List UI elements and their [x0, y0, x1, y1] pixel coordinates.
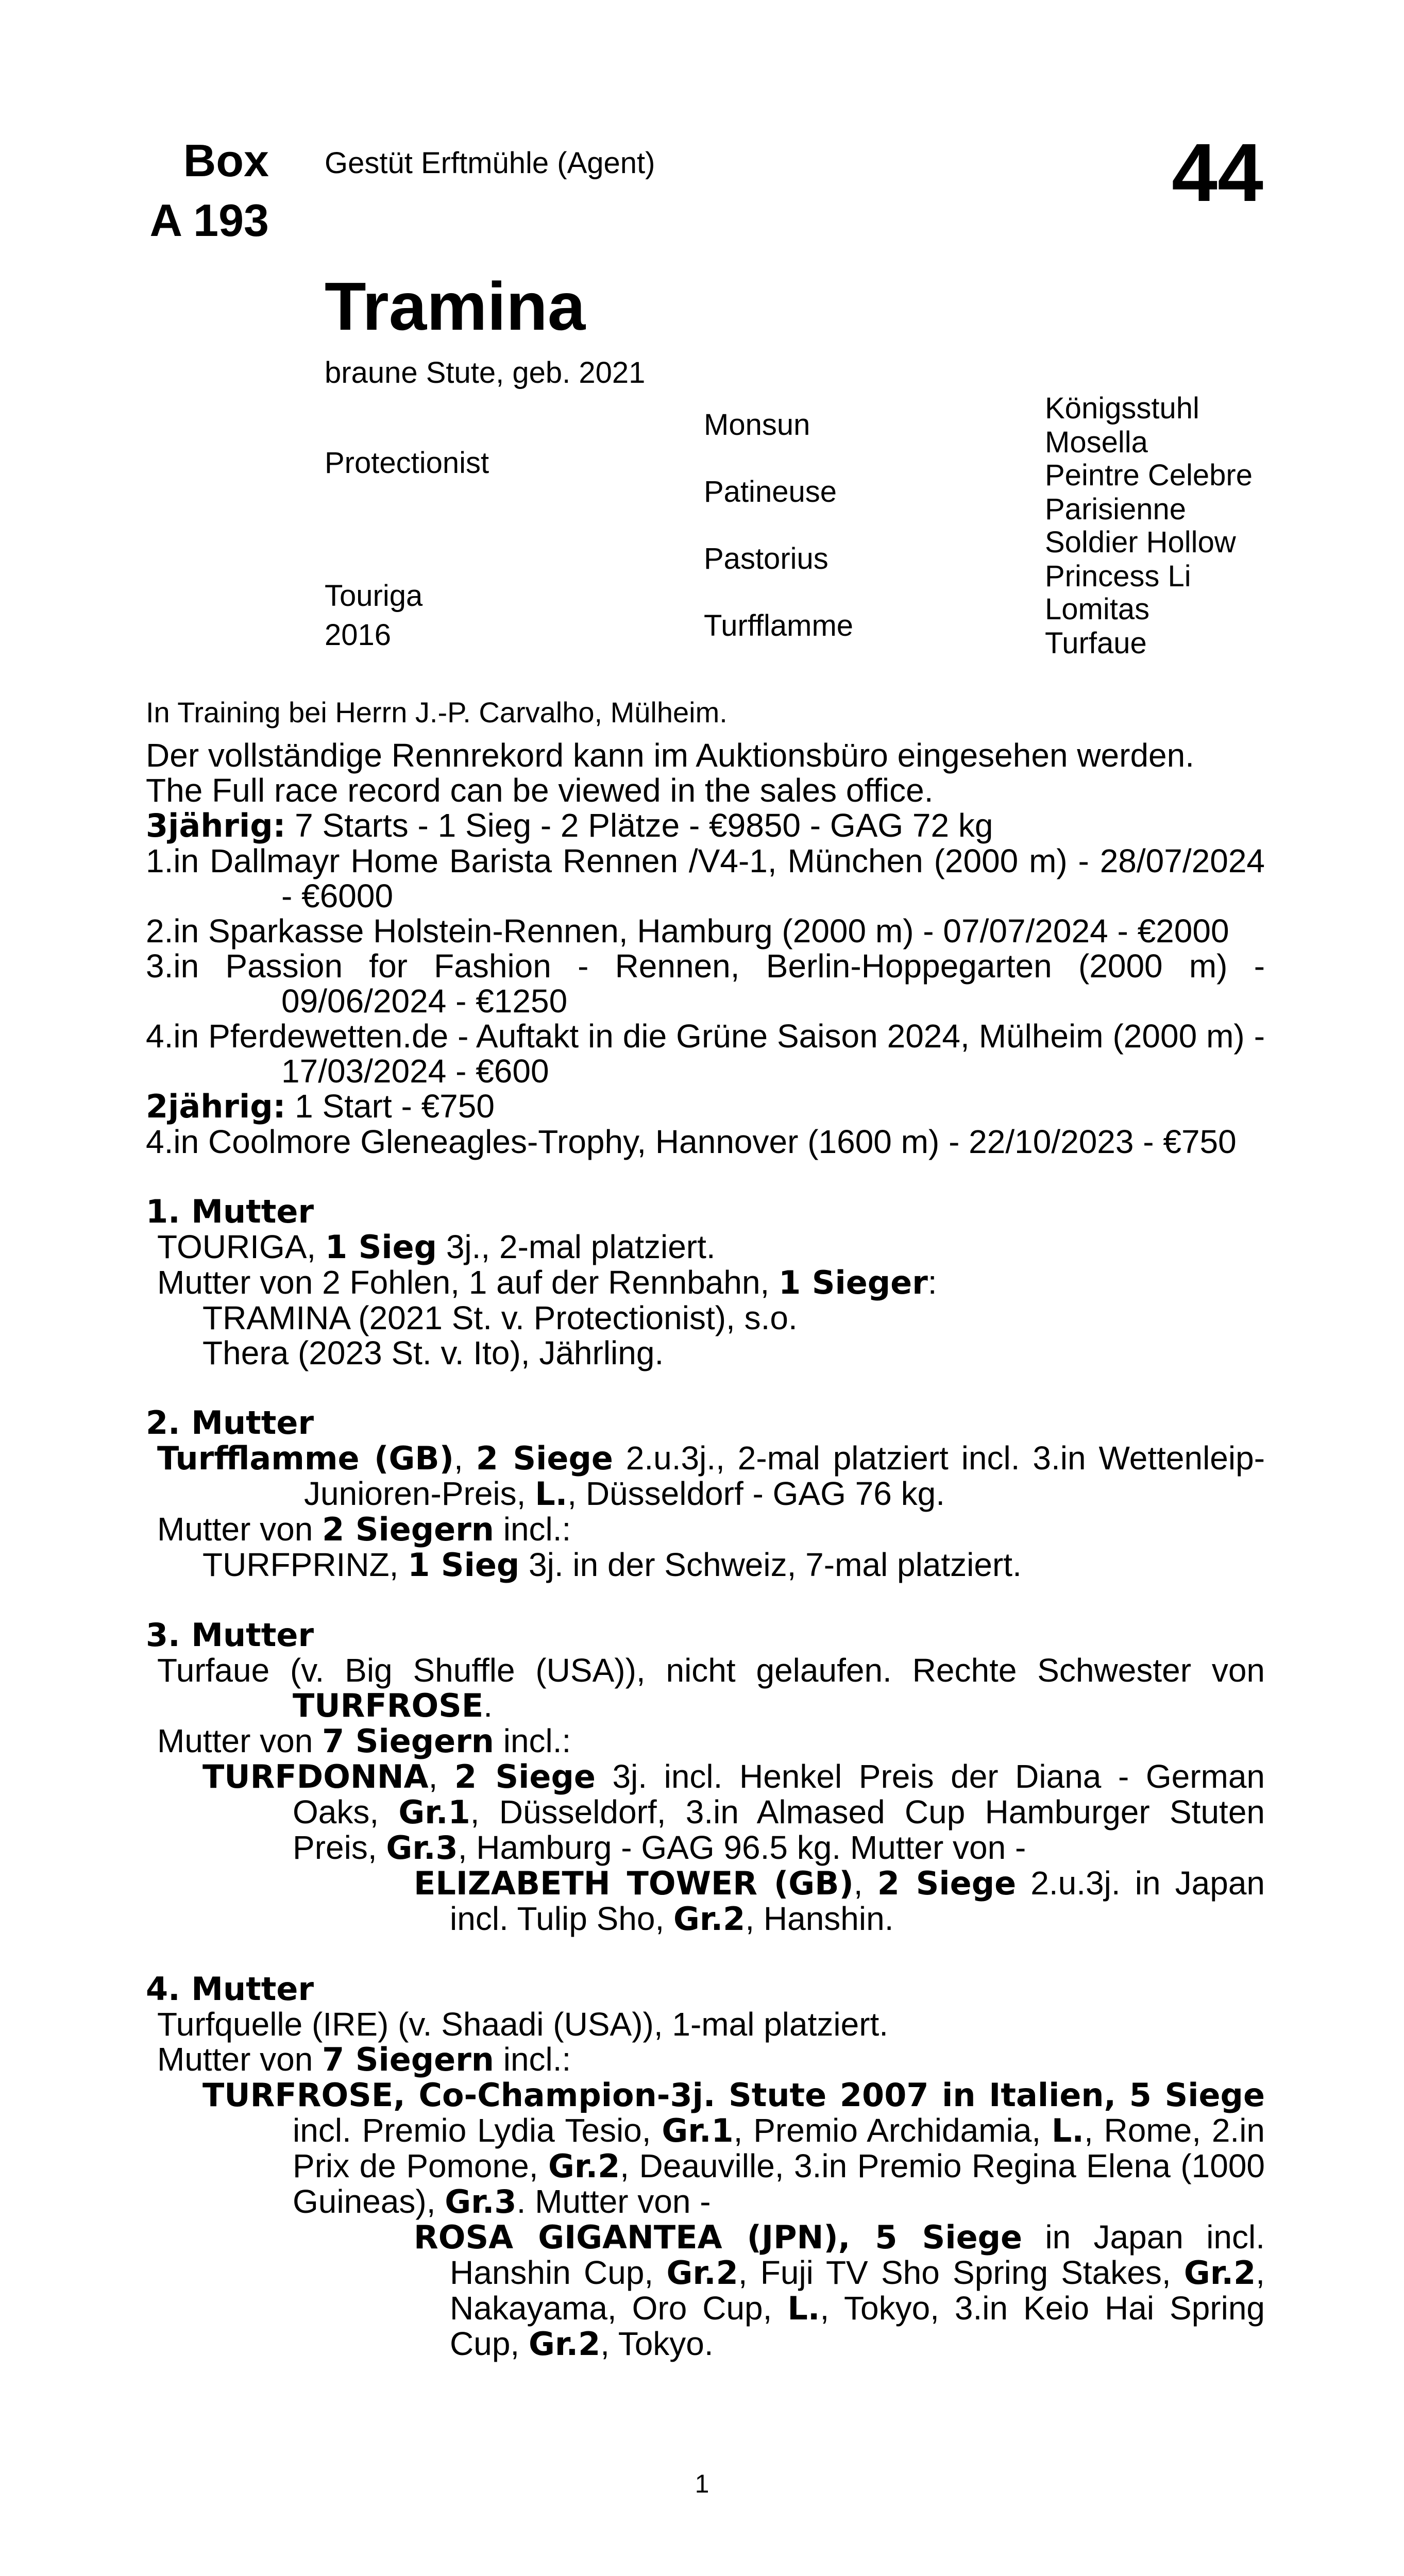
produce-line: TURFDONNA, 2 Siege 3j. incl. Henkel Preis der Diana - German Oaks, Gr.1, Düsseldorf, 3.in Almased Cup Hamburger Stuten Preis, Gr.3, Hamburg - GAG 96.5 kg. Mutter von - [202, 1758, 1265, 1867]
pedigree-g5: Soldier Hollow [1045, 526, 1236, 559]
dam2-heading: 2. Mutter [146, 1404, 314, 1442]
dam1-line: TOURIGA, 1 Sieg 3j., 2-mal platziert. [157, 1228, 716, 1266]
race-line: 4.in Pferdewetten.de - Auftakt in die Grüne Saison 2024, Mülheim (2000 m) - 17/03/2024 - €600 [146, 1018, 1265, 1090]
agent-name: Gestüt Erftmühle (Agent) [325, 146, 655, 180]
box-number: A 193 [149, 195, 269, 246]
race-record [146, 738, 1265, 2362]
age3-label: 3jährig: [146, 807, 286, 844]
dam4-line: Turfquelle (IRE) (v. Shaadi (USA)), 1-mal platziert. [157, 2006, 889, 2043]
age2-label: 2jährig: [146, 1088, 286, 1125]
dam2-line: Turfflamme (GB), 2 Siege 2.u.3j., 2-mal platziert incl. 3.in Wettenleip-Junioren-Preis, L., Düsseldorf - GAG 76 kg. [157, 1439, 1265, 1513]
pedigree-g3: Peintre Celebre [1045, 459, 1253, 492]
dam3-line: Turfaue (v. Big Shuffle (USA)), nicht gelaufen. Rechte Schwester von TURFROSE. [157, 1652, 1265, 1724]
race-record-note-en: The Full race record can be viewed in the sales office. [146, 772, 934, 809]
training-note: In Training bei Herrn J.-P. Carvalho, Mülheim. [146, 696, 728, 728]
pedigree-g2: Mosella [1045, 426, 1148, 459]
produce-line: TURFPRINZ, 1 Sieg 3j. in der Schweiz, 7-mal platziert. [202, 1546, 1022, 1584]
foal-line: TRAMINA (2021 St. v. Protectionist), s.o. [202, 1299, 798, 1336]
age3-summary: 3jährig: 7 Starts - 1 Sieg - 2 Plätze - €9850 - GAG 72 kg [146, 807, 993, 844]
page-number: 1 [695, 2469, 709, 2498]
dam4-produce-line: Mutter von 7 Siegern incl.: [157, 2041, 571, 2078]
pedigree-sire-sire: Monsun [704, 408, 810, 442]
race-line: 3.in Passion for Fashion - Rennen, Berlin-Hoppegarten (2000 m) - 09/06/2024 - €1250 [146, 947, 1265, 1020]
box-label: Box [183, 135, 269, 186]
pedigree-g6: Princess Li [1045, 560, 1191, 593]
pedigree-sire-dam: Patineuse [704, 475, 837, 509]
pedigree-dam-year: 2016 [325, 618, 392, 652]
dam1-heading: 1. Mutter [146, 1193, 314, 1230]
pedigree-g1: Königsstuhl [1045, 392, 1199, 425]
produce-line: TURFROSE, Co-Champion-3j. Stute 2007 in Italien, 5 Siege incl. Premio Lydia Tesio, Gr.1, Premio Archidamia, L., Rome, 2.in Prix de Pomone, Gr.2, Deauville, 3.in Premio Regina Elena (1000 Guineas), Gr.3. Mutter von - [202, 2076, 1265, 2221]
age2-summary: 2jährig: 1 Start - €750 [146, 1088, 495, 1125]
pedigree-dam-dam: Turfflamme [704, 609, 854, 642]
foal-line: Thera (2023 St. v. Ito), Jährling. [202, 1334, 664, 1371]
pedigree-g8: Turfaue [1045, 626, 1147, 660]
horse-description: braune Stute, geb. 2021 [325, 356, 646, 389]
pedigree-g7: Lomitas [1045, 592, 1150, 626]
pedigree-sire: Protectionist [325, 446, 489, 480]
race-line: 1.in Dallmayr Home Barista Rennen /V4-1, München (2000 m) - 28/07/2024 - €6000 [146, 842, 1265, 914]
dam2-produce-line: Mutter von 2 Siegern incl.: [157, 1511, 571, 1548]
dam3-produce-line: Mutter von 7 Siegern incl.: [157, 1722, 571, 1760]
race-record-note-de: Der vollständige Rennrekord kann im Auktionsbüro eingesehen werden. [146, 737, 1194, 774]
pedigree-dam: Touriga [325, 579, 423, 613]
dam3-heading: 3. Mutter [146, 1616, 314, 1654]
produce-line: ROSA GIGANTEA (JPN), 5 Siege in Japan incl. Hanshin Cup, Gr.2, Fuji TV Sho Spring Stakes, Gr.2, Nakayama, Oro Cup, L., Tokyo, 3.in Keio Hai Spring Cup, Gr.2, Tokyo. [414, 2218, 1265, 2363]
race-line: 4.in Coolmore Gleneagles-Trophy, Hannover (1600 m) - 22/10/2023 - €750 [146, 1123, 1237, 1160]
dam4-heading: 4. Mutter [146, 1970, 314, 2008]
pedigree-dam-sire: Pastorius [704, 542, 828, 575]
dam1-produce-line: Mutter von 2 Fohlen, 1 auf der Rennbahn, 1 Sieger: [157, 1264, 937, 1301]
produce-line: ELIZABETH TOWER (GB), 2 Siege 2.u.3j. in Japan incl. Tulip Sho, Gr.2, Hanshin. [414, 1865, 1265, 1938]
horse-name: Tramina [325, 268, 586, 344]
lot-number: 44 [1172, 126, 1263, 218]
pedigree-g4: Parisienne [1045, 493, 1187, 526]
race-line: 2.in Sparkasse Holstein-Rennen, Hamburg (2000 m) - 07/07/2024 - €2000 [146, 912, 1229, 950]
